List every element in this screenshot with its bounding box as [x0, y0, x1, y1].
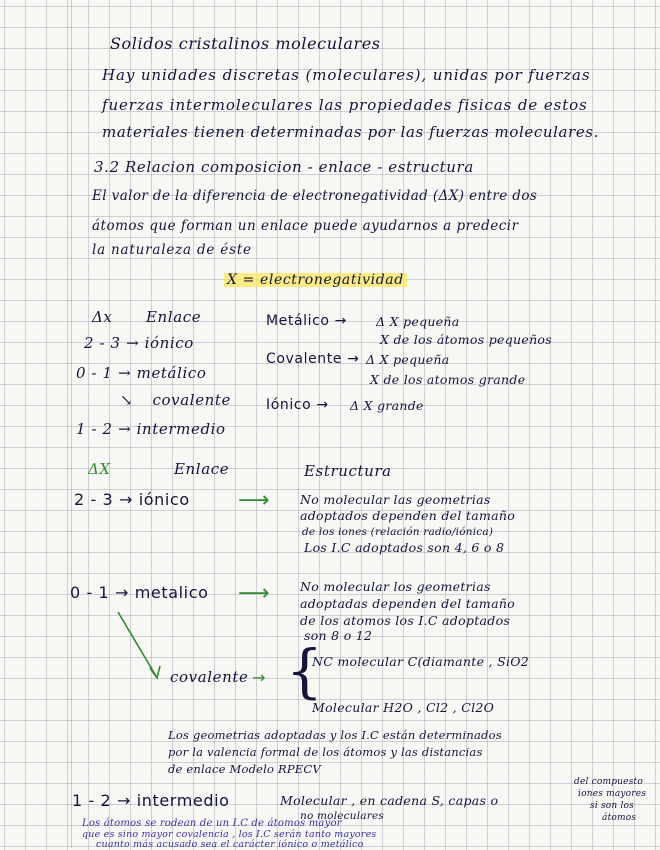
arrow-icon: → — [117, 791, 132, 810]
covalent-note-2: por la valencia formal de los átomos y las distancias — [168, 745, 483, 759]
intermediate-text-2: no moleculares — [300, 810, 384, 822]
title: Solidos cristalinos moleculares — [110, 34, 381, 53]
table2-ionico-label: Iónico → — [266, 397, 329, 413]
intermediate-bottom-2: que es sino mayor covalencia , los I.C serán tanto mayores — [82, 829, 377, 840]
ionic-line-1: No molecular las geometrias — [300, 492, 491, 507]
table3-header-estructura: Estructura — [304, 462, 392, 480]
intermediate-bottom-3: cuanto más acusado sea el carácter iónico o metálico — [96, 839, 364, 850]
range: 2 - 3 — [74, 490, 114, 509]
covalent-type: covalente — [170, 668, 249, 686]
side-note-2: iones mayores — [578, 789, 647, 799]
covalent-note-1: Los geometrias adoptadas y los I.C están determinados — [168, 728, 502, 742]
range: 0 - 1 — [76, 364, 113, 382]
section-heading: 3.2 Relacion composicion - enlace - estructura — [94, 158, 474, 176]
long-arrow-icon: ⟶ — [238, 488, 271, 513]
intro-line-3: materiales tienen determinadas por las fuerzas moleculares. — [102, 123, 599, 141]
side-note-1: del compuesto — [574, 777, 643, 787]
section-text-3: la naturaleza de éste — [92, 242, 252, 258]
bond-type: metalico — [134, 583, 209, 602]
arrow-icon: ↘ — [120, 391, 134, 409]
table3-header-enlace: Enlace — [174, 460, 230, 478]
metallic-line-2: adoptadas dependen del tamaño — [300, 596, 515, 611]
electronegativity-definition: X = electronegatividad — [224, 273, 407, 287]
bond-type: intermedio — [136, 420, 226, 438]
metallic-line-1: No molecular los geometrias — [300, 579, 491, 594]
ionic-line-3: de los iones (relación radio/iónica) — [302, 526, 494, 538]
table2-metalico-line-2: X de los átomos pequeños — [380, 332, 552, 347]
table1-header-dx: Δx — [92, 308, 113, 326]
section-text-1: El valor de la diferencia de electronegatividad (ΔX) entre dos — [92, 188, 538, 204]
table1-header-enlace: Enlace — [146, 308, 202, 326]
bond-type: iónico — [138, 490, 190, 509]
bond-type: metálico — [136, 364, 207, 382]
table3-header-dx: ΔX — [88, 460, 111, 478]
intermediate-bottom-1: Los átomos se rodean de un I.C de átomos mayor — [82, 818, 342, 829]
table2-covalente-line-2: X de los atomos grande — [370, 372, 526, 387]
side-note-4: átomos — [602, 813, 637, 823]
table2-metalico-label: Metálico → — [266, 313, 347, 329]
ionic-line-2: adoptados dependen del tamaño — [300, 508, 516, 523]
long-arrow-icon: ⟶ — [238, 581, 271, 606]
bond-type: iónico — [144, 334, 194, 352]
covalent-note-3: de enlace Modelo RPECV — [168, 762, 321, 776]
table2-metalico-line-1: Δ X pequeña — [376, 314, 460, 329]
arrow-icon: → — [252, 668, 267, 687]
section-text-2: átomos que forman un enlace puede ayudarnos a predecir — [92, 218, 519, 234]
arrow-icon: → — [118, 420, 132, 438]
covalent-option-2: Molecular H2O , Cl2 , Cl2O — [312, 700, 495, 715]
side-note-3: si son los — [590, 801, 634, 811]
table2-covalente-label: Covalente → — [266, 351, 360, 367]
arrow-icon: → — [118, 364, 132, 382]
brace-icon: { — [286, 637, 323, 705]
range: 1 - 2 — [72, 791, 112, 810]
table2-covalente-line-1: Δ X pequeña — [366, 352, 450, 367]
intermediate-text: Molecular , en cadena S, capas o — [280, 793, 499, 808]
table2-ionico-line-1: Δ X grande — [350, 398, 424, 413]
ionic-line-4: Los I.C adoptados son 4, 6 o 8 — [304, 540, 505, 555]
arrow-icon: → — [115, 583, 130, 602]
range: 1 - 2 — [76, 420, 113, 438]
arrow-icon: → — [126, 334, 140, 352]
range: 0 - 1 — [70, 583, 110, 602]
metallic-line-4: son 8 o 12 — [304, 628, 373, 643]
intro-line-1: Hay unidades discretas (moleculares), unidas por fuerzas — [102, 66, 591, 84]
metallic-line-3: de los atomos los I.C adoptados — [300, 613, 511, 628]
covalent-option-1: NC molecular C(diamante , SiO2 — [312, 654, 530, 669]
arrow-icon: → — [119, 490, 134, 509]
intro-line-2: fuerzas intermoleculares las propiedades fisicas de estos — [102, 96, 588, 114]
table3-intermediate-row — [72, 793, 230, 809]
range: 2 - 3 — [84, 334, 121, 352]
bond-type: intermedio — [136, 791, 230, 810]
bond-type: covalente — [152, 391, 232, 409]
